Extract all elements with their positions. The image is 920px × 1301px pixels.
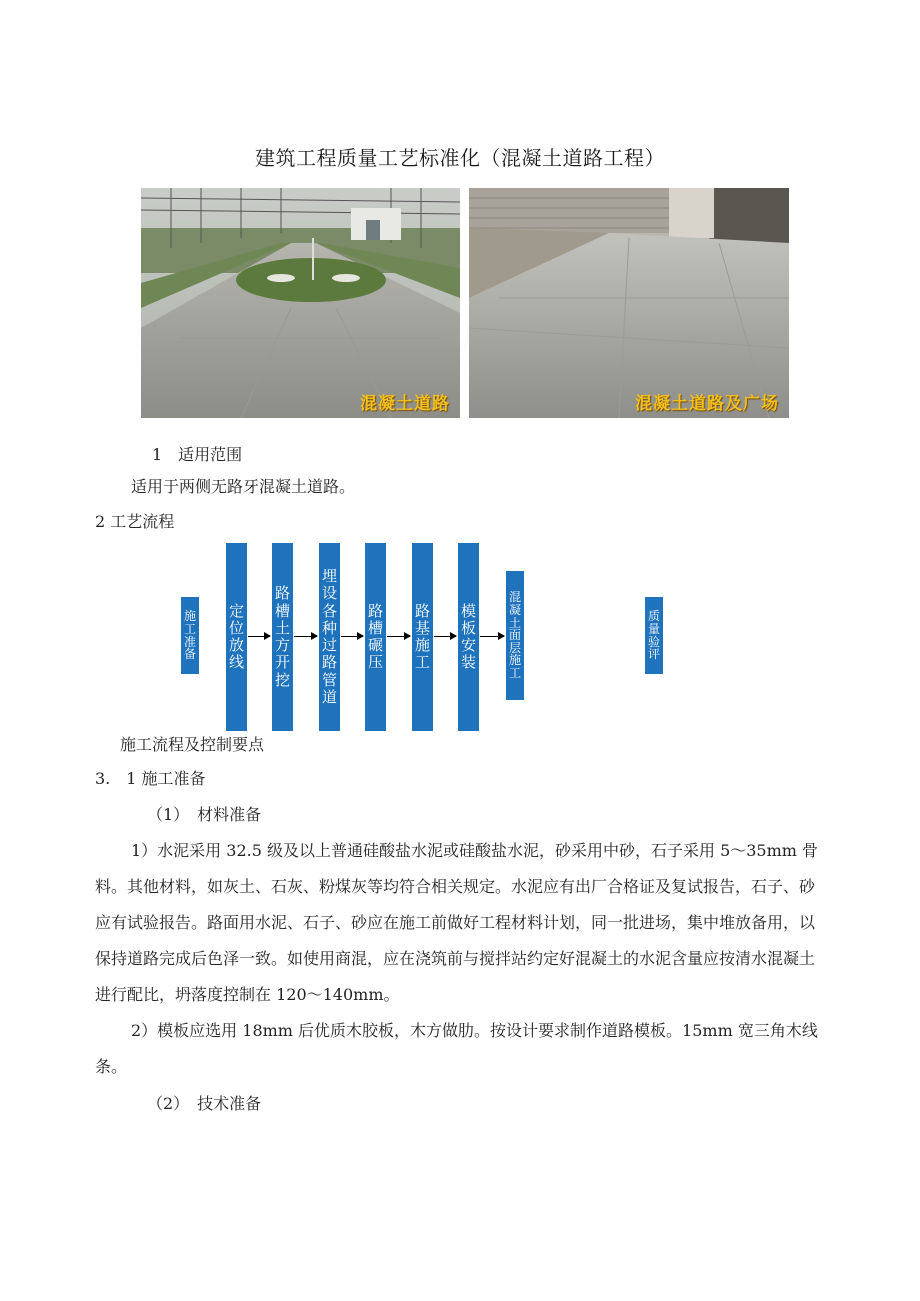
flow-box-concrete: 混 凝 土 面 层 施 工 <box>506 571 524 700</box>
flow-arrow <box>294 636 317 637</box>
section-heading-preparation: 3. 1 施工准备 <box>95 769 206 788</box>
flow-arrow <box>341 636 363 637</box>
photo-caption: 混凝土道路及广场 <box>635 394 779 414</box>
scope-text: 适用于两侧无路牙混凝土道路。 <box>131 477 356 496</box>
photo-concrete-road <box>141 188 460 418</box>
photo-concrete-road-plaza <box>469 188 789 418</box>
material-paragraph-1 <box>95 833 830 1013</box>
flow-arrow <box>387 636 410 637</box>
subheading-material: （1） 材料准备 <box>147 805 262 824</box>
paragraph-text: 2）模板应选用 18mm 后优质木胶板，木方做肋。按设计要求制作道路模板。15mm 宽三角木线条。 <box>95 1021 818 1076</box>
flow-box-step: 埋 设 各 种 过 路 管 道 <box>319 543 340 731</box>
photo-caption: 混凝土道路 <box>360 394 450 414</box>
flow-box-step: 模 板 安 装 <box>458 543 479 731</box>
flow-arrow <box>434 636 456 637</box>
flow-arrow <box>248 636 270 637</box>
section-heading-scope: 1 适用范围 <box>152 445 243 464</box>
page-title: 建筑工程质量工艺标准化（混凝土道路工程） <box>255 146 665 170</box>
flow-box-step: 定 位 放 线 <box>226 543 247 731</box>
flow-box-step: 路 槽 土 方 开 挖 <box>272 543 293 731</box>
subheading-technical: （2） 技术准备 <box>147 1094 262 1113</box>
flowchart-caption: 施工流程及控制要点 <box>120 735 265 754</box>
flow-box-step: 路 槽 碾 压 <box>365 543 386 731</box>
flow-arrow <box>480 636 504 637</box>
flow-box-start: 施 工 准 备 <box>181 597 199 674</box>
flow-box-step: 路 基 施 工 <box>412 543 433 731</box>
paragraph-text: 1）水泥采用 32.5 级及以上普通硅酸盐水泥或硅酸盐水泥，砂采用中砂，石子采用 5～35mm 骨料。其他材料，如灰土、石灰、粉煤灰等均符合相关规定。水泥应有出厂合格证及复试报告，石子、砂应有试验报告。路面用水泥、石子、砂应在施工前做好工程材料计划，同一批进场，集中堆放备用，以保持道路完成后色泽一致。如使用商混，应在浇筑前与搅拌站约定好混凝土的水泥含量应按清水混凝土进行配比，坍落度控制在 120～140mm。 <box>95 841 819 1004</box>
material-paragraph-2 <box>95 1013 830 1085</box>
flow-box-quality: 质 量 验 评 <box>645 597 663 674</box>
section-heading-process: 2 工艺流程 <box>95 512 175 531</box>
